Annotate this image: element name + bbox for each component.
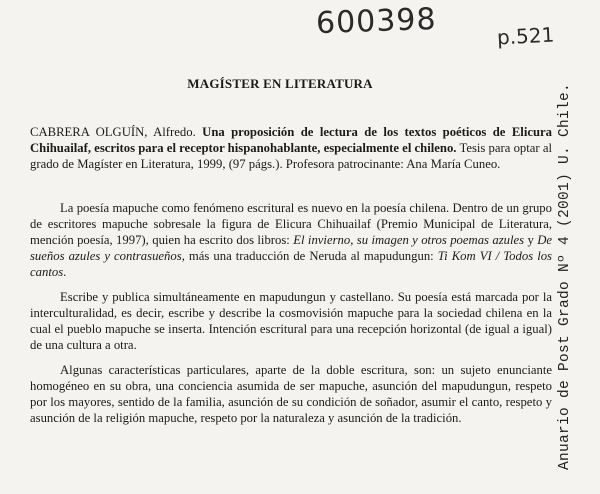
book-title-2: De sueños azules y contrasueños [30, 233, 553, 263]
citation-title: Una proposición de lectura de los textos poéticos de Elicura Chihuailaf, escritos para el receptor hispanohablante, especialmente el chileno. [30, 125, 553, 155]
document-body [30, 124, 552, 435]
paragraph-2: Escribe y publica simultáneamente en mapudungun y castellano. Su poesía está marcada por la interculturalidad, es decir, escribe y describe la cosmovisión mapuche para la sociedad chilena en la cual el pueblo mapuche se inserta. Intención escritural para una recepción horizontal (de igual a igual) de una cultura a otra. [30, 290, 552, 352]
book-title-1: El invierno, su imagen y otros poemas azules [293, 233, 525, 247]
citation [30, 124, 552, 172]
p1-text-d: . [63, 265, 67, 279]
paragraph-3: Algunas características particulares, aparte de la doble escritura, son: un sujeto enunciante homogéneo en su obra, una conciencia asumida de ser mapuche, asunción del mapudungun, respeto por los mayores, sentido de la familia, asunción de su condición de soñador, asumir el canto, respeto y asunción de la religión mapuche, respeto por la naturaleza y asunción de la tradición. [30, 363, 552, 425]
paragraph-1 [30, 200, 552, 280]
citation-author: CABRERA OLGUÍN, Alfredo. [30, 125, 196, 139]
side-stamp-source: Anuario de Post Grado Nº 4 (2001) U. Chile. [557, 82, 573, 470]
book-title-3: Ti Kom VI / Todos los cantos [30, 249, 552, 279]
handwritten-page-number: p.521 [496, 22, 555, 50]
p1-text-a: La poesía mapuche como fenómeno escritural es nuevo en la poesía chilena. Dentro de un grupo de escritores mapuche sobresale la figura de Elicura Chihuailaf (Premio Municipal de Literatura, mención poesía, 1997), quien ha escrito dos libros: [30, 201, 552, 247]
citation-details: Tesis para optar al grado de Magíster en Literatura, 1999, (97 págs.). Profesora patrocinante: Ana María Cuneo. [30, 141, 552, 171]
handwritten-catalog-number: 600398 [315, 1, 438, 42]
p1-text-b: y [527, 233, 534, 247]
section-heading: MAGÍSTER EN LITERATURA [187, 76, 373, 91]
p1-text-c: , más una traducción de Neruda al mapudungun: [181, 249, 434, 263]
